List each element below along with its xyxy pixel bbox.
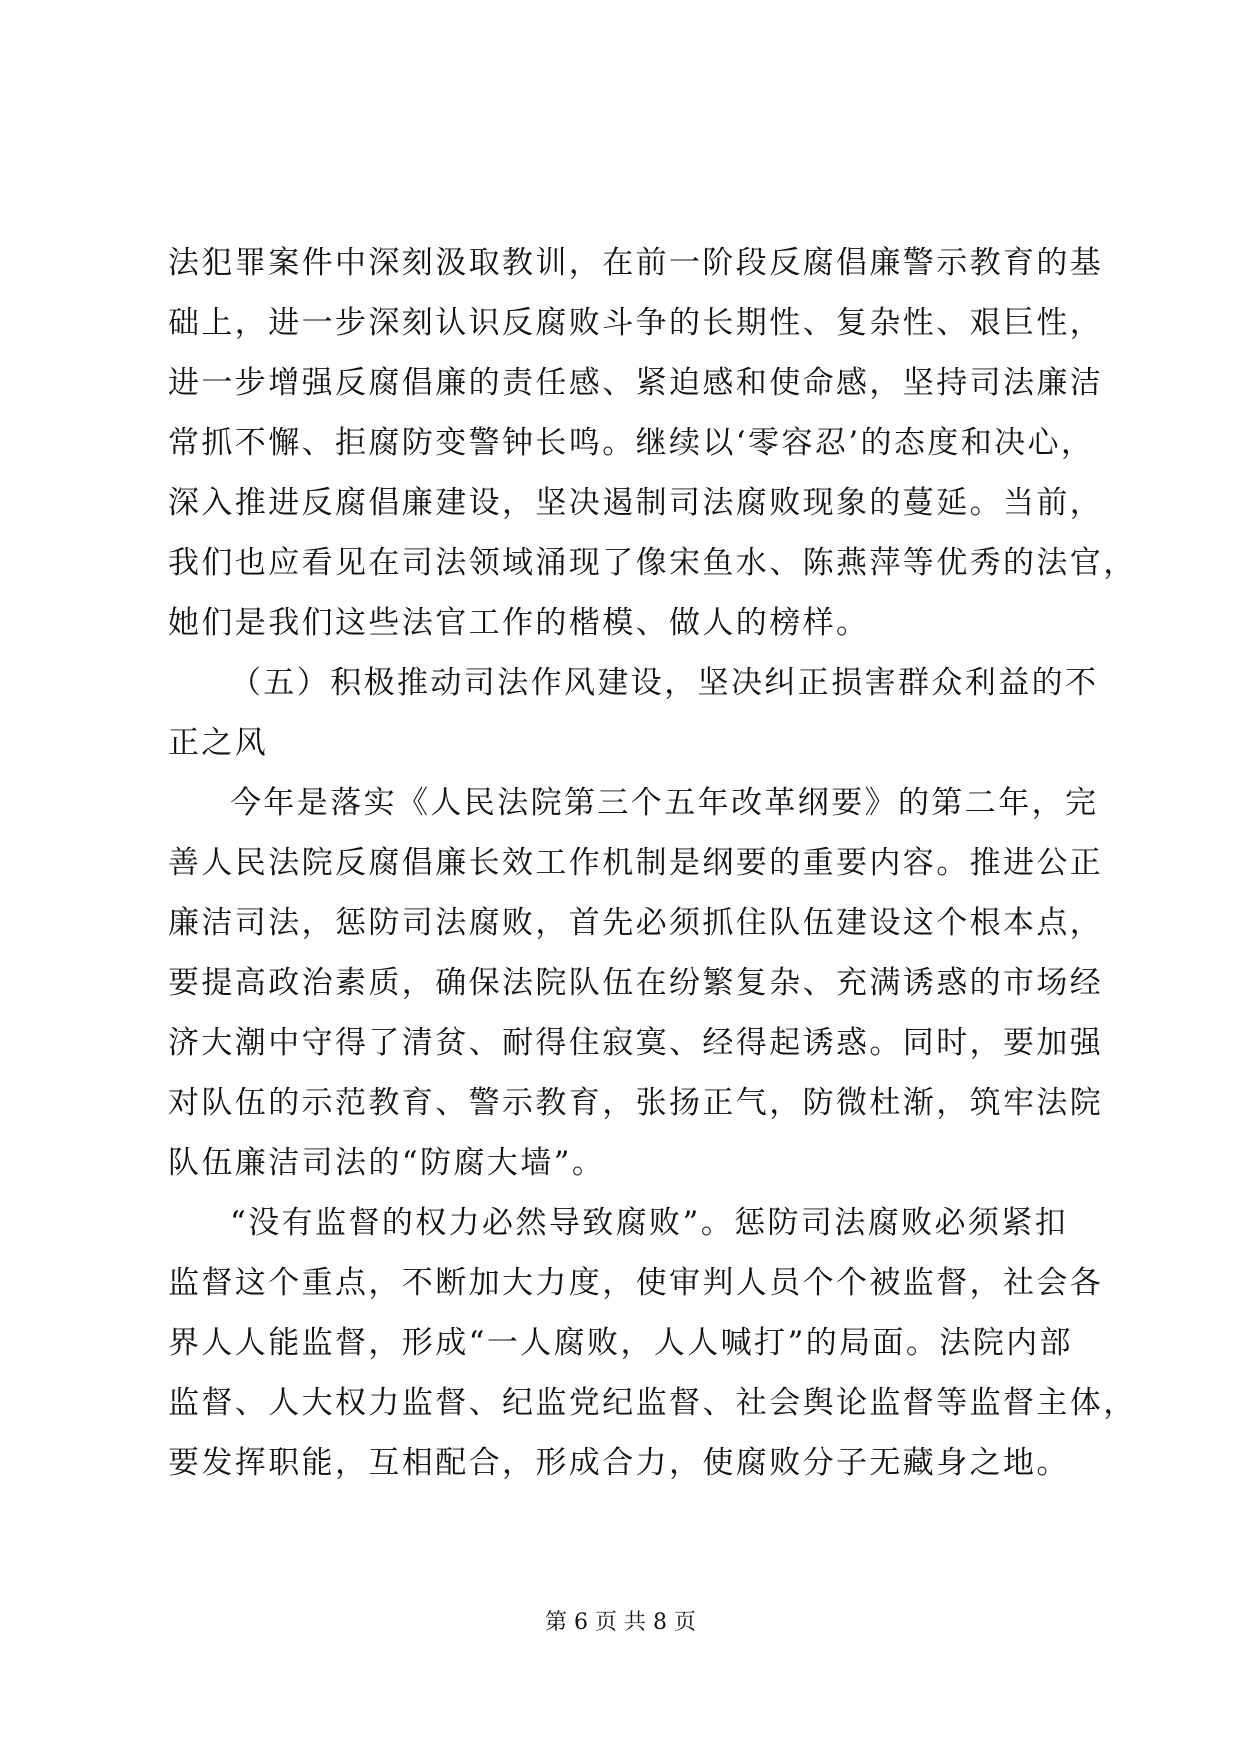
text-line: 监督、人大权力监督、纪监党纪监督、社会舆论监督等监督主体， [168,1385,1137,1421]
text-line: 界人人能监督，形成“一人腐败，人人喊打”的局面。法院内部 [168,1325,1073,1361]
text-line: 济大潮中守得了清贫、耐得住寂寞、经得起诱惑。同时，要加强 [168,1025,1104,1061]
section-heading-line: 正之风 [168,725,269,761]
text-line: 队伍廉洁司法的“防腐大墙”。 [168,1145,606,1181]
text-line: 础上，进一步深刻认识反腐败斗争的长期性、复杂性、艰巨性， [168,305,1104,341]
text-line: 我们也应看见在司法领域涌现了像宋鱼水、陈燕萍等优秀的法官， [168,545,1137,581]
text-line: 对队伍的示范教育、警示教育，张扬正气，防微杜渐，筑牢法院 [168,1085,1104,1121]
paragraph-start-line: “没有监督的权力必然导致腐败”。惩防司法腐败必须紧扣 [230,1205,1069,1241]
text-line: 深入推进反腐倡廉建设，坚决遏制司法腐败现象的蔓延。当前， [168,485,1104,521]
text-line: 她们是我们这些法官工作的楷模、做人的榜样。 [168,605,870,641]
body-text [168,233,1137,1493]
text-line: 监督这个重点，不断加大力度，使审判人员个个被监督，社会各 [168,1265,1104,1301]
text-line: 进一步增强反腐倡廉的责任感、紧迫感和使命感，坚持司法廉洁 [168,365,1104,401]
text-line: 廉洁司法，惩防司法腐败，首先必须抓住队伍建设这个根本点， [168,905,1104,941]
section-heading-line: （五）积极推动司法作风建设，坚决纠正损害群众利益的不 [230,665,1099,701]
text-line: 法犯罪案件中深刻汲取教训，在前一阶段反腐倡廉警示教育的基 [168,245,1104,281]
text-line: 要提高政治素质，确保法院队伍在纷繁复杂、充满诱惑的市场经 [168,965,1104,1001]
page-number-footer: 第 6 页 共 8 页 [545,1610,696,1635]
text-line: 善人民法院反腐倡廉长效工作机制是纲要的重要内容。推进公正 [168,845,1104,881]
text-line: 要发挥职能，互相配合，形成合力，使腐败分子无藏身之地。 [168,1445,1070,1481]
text-line: 常抓不懈、拒腐防变警钟长鸣。继续以‘零容忍’的态度和决心， [168,425,1095,461]
paragraph-start-line: 今年是落实《人民法院第三个五年改革纲要》的第二年，完 [230,785,1099,821]
